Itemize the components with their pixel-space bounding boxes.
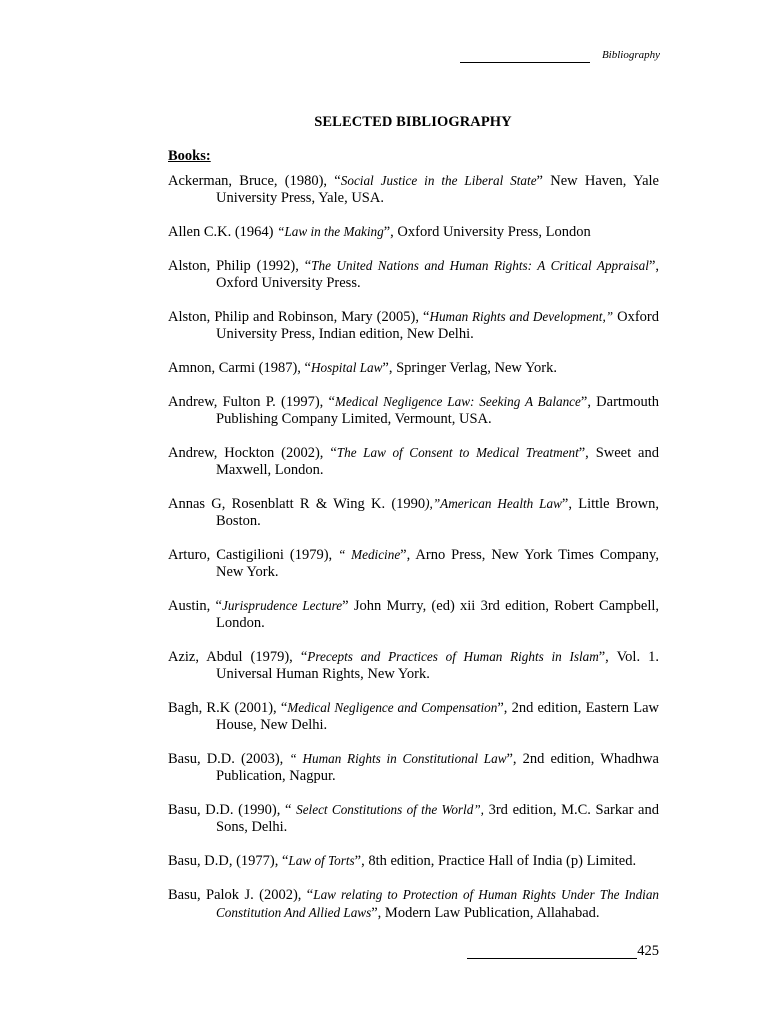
section-heading: Books: bbox=[168, 148, 211, 164]
bibliography-entry: Aziz, Abdul (1979), “Precepts and Practices of Human Rights in Islam”, Vol. 1. Universal Human Rights, New York. bbox=[168, 649, 659, 682]
running-header bbox=[460, 46, 660, 63]
bibliography-entry: Basu, Palok J. (2002), “Law relating to Protection of Human Rights Under The Indian Constitution And Allied Laws”, Modern Law Publication, Allahabad. bbox=[168, 887, 660, 921]
page-number: 425 bbox=[637, 943, 659, 959]
bibliography-entry: Andrew, Fulton P. (1997), “Medical Negligence Law: Seeking A Balance”, Dartmouth Publishing Company Limited, Vermount, USA. bbox=[168, 394, 659, 427]
header-rule bbox=[460, 46, 590, 63]
bibliography-entry: Arturo, Castigilioni (1979), “ Medicine”, Arno Press, New York Times Company, New York. bbox=[168, 547, 659, 580]
bibliography-entry: Annas G, Rosenblatt R & Wing K. (1990),”American Health Law”, Little Brown, Boston. bbox=[168, 496, 659, 529]
bibliography-entry: Basu, D.D. (1990), “ Select Constitutions of the World”, 3rd edition, M.C. Sarkar and Sons, Delhi. bbox=[168, 802, 659, 835]
bibliography-entry: Austin, “Jurisprudence Lecture” John Murry, (ed) xii 3rd edition, Robert Campbell, London. bbox=[168, 598, 659, 631]
bibliography-entry: Allen C.K. (1964) “Law in the Making”, Oxford University Press, London bbox=[168, 224, 591, 240]
page-footer bbox=[467, 943, 659, 959]
running-title: Bibliography bbox=[601, 49, 660, 61]
page-title: SELECTED BIBLIOGRAPHY bbox=[314, 114, 512, 130]
bibliography-entry: Basu, D.D, (1977), “Law of Torts”, 8th edition, Practice Hall of India (p) Limited. bbox=[168, 853, 637, 869]
footer-rule bbox=[467, 944, 637, 959]
bibliography-entry: Amnon, Carmi (1987), “Hospital Law”, Springer Verlag, New York. bbox=[168, 360, 557, 376]
bibliography-list bbox=[168, 172, 659, 938]
bibliography-entry: Basu, D.D. (2003), “ Human Rights in Constitutional Law”, 2nd edition, Whadhwa Publication, Nagpur. bbox=[168, 751, 659, 784]
bibliography-entry: Ackerman, Bruce, (1980), “Social Justice in the Liberal State” New Haven, Yale University Press, Yale, USA. bbox=[168, 173, 659, 206]
bibliography-entry: Bagh, R.K (2001), “Medical Negligence and Compensation”, 2nd edition, Eastern Law House, New Delhi. bbox=[168, 700, 659, 733]
bibliography-entry: Alston, Philip (1992), “The United Nations and Human Rights: A Critical Appraisal”, Oxford University Press. bbox=[168, 258, 659, 291]
bibliography-entry: Alston, Philip and Robinson, Mary (2005), “Human Rights and Development,” Oxford University Press, Indian edition, New Delhi. bbox=[168, 309, 659, 342]
bibliography-entry: Andrew, Hockton (2002), “The Law of Consent to Medical Treatment”, Sweet and Maxwell, London. bbox=[168, 445, 659, 478]
